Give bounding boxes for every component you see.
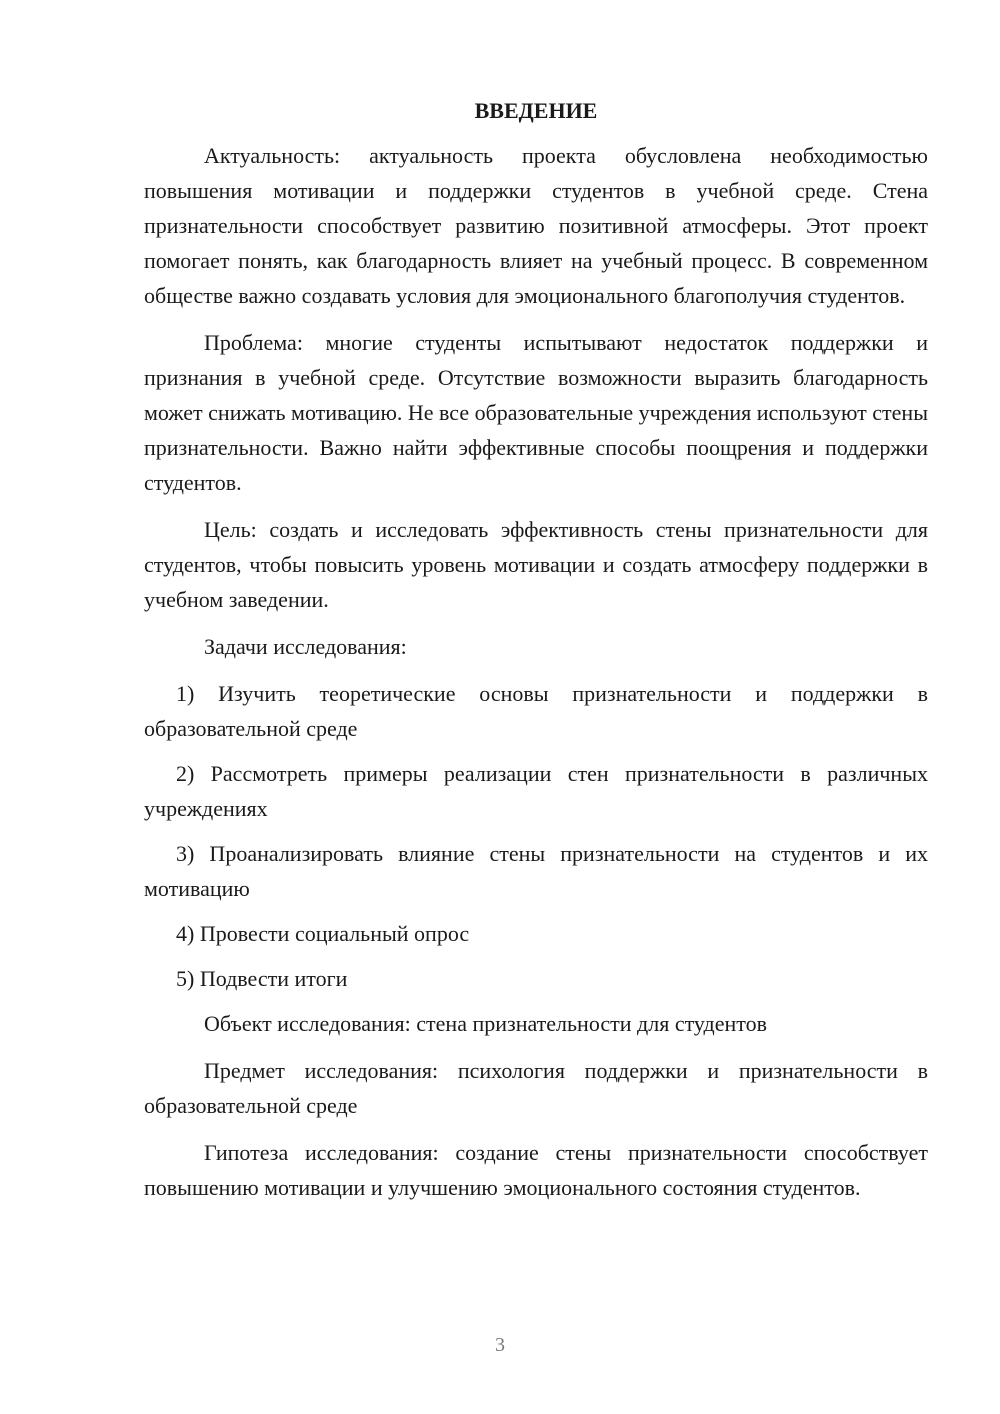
task-item-3: 3) Проанализировать влияние стены признательности на студентов и их мотивацию [144, 841, 928, 901]
paragraph-object: Объект исследования: стена признательности для студентов [204, 1011, 767, 1036]
page-number: 3 [495, 1334, 505, 1356]
document-page [144, 96, 928, 1217]
paragraph-goal: Цель: создать и исследовать эффективность стены признательности для студентов, чтобы повысить уровень мотивации и создать атмосферу поддержки в учебном заведении. [144, 517, 928, 612]
section-title: ВВЕДЕНИЕ [474, 98, 598, 123]
task-item-5: 5) Подвести итоги [176, 966, 348, 991]
paragraph-hypothesis: Гипотеза исследования: создание стены признательности способствует повышению мотивации и улучшению эмоционального состояния студентов. [144, 1140, 928, 1200]
paragraph-relevance: Актуальность: актуальность проекта обусловлена необходимостью повышения мотивации и поддержки студентов в учебной среде. Стена признательности способствует развитию позитивной атмосферы. Этот проект помогает понять, как благодарность влияет на учебный процесс. В современном обществе важно создавать условия для эмоционального благополучия студентов. [144, 143, 928, 308]
paragraph-subject: Предмет исследования: психология поддержки и признательности в образовательной среде [144, 1058, 928, 1118]
paragraph-problem: Проблема: многие студенты испытывают недостаток поддержки и признания в учебной среде. Отсутствие возможности выразить благодарность может снижать мотивацию. Не все образовательные учреждения используют стены признательности. Важно найти эффективные способы поощрения и поддержки студентов. [144, 330, 928, 495]
task-item-2: 2) Рассмотреть примеры реализации стен признательности в различных учреждениях [144, 761, 928, 821]
paragraph-tasks-heading: Задачи исследования: [204, 634, 407, 659]
task-item-4: 4) Провести социальный опрос [176, 921, 470, 946]
task-item-1: 1) Изучить теоретические основы признательности и поддержки в образовательной среде [144, 681, 928, 741]
